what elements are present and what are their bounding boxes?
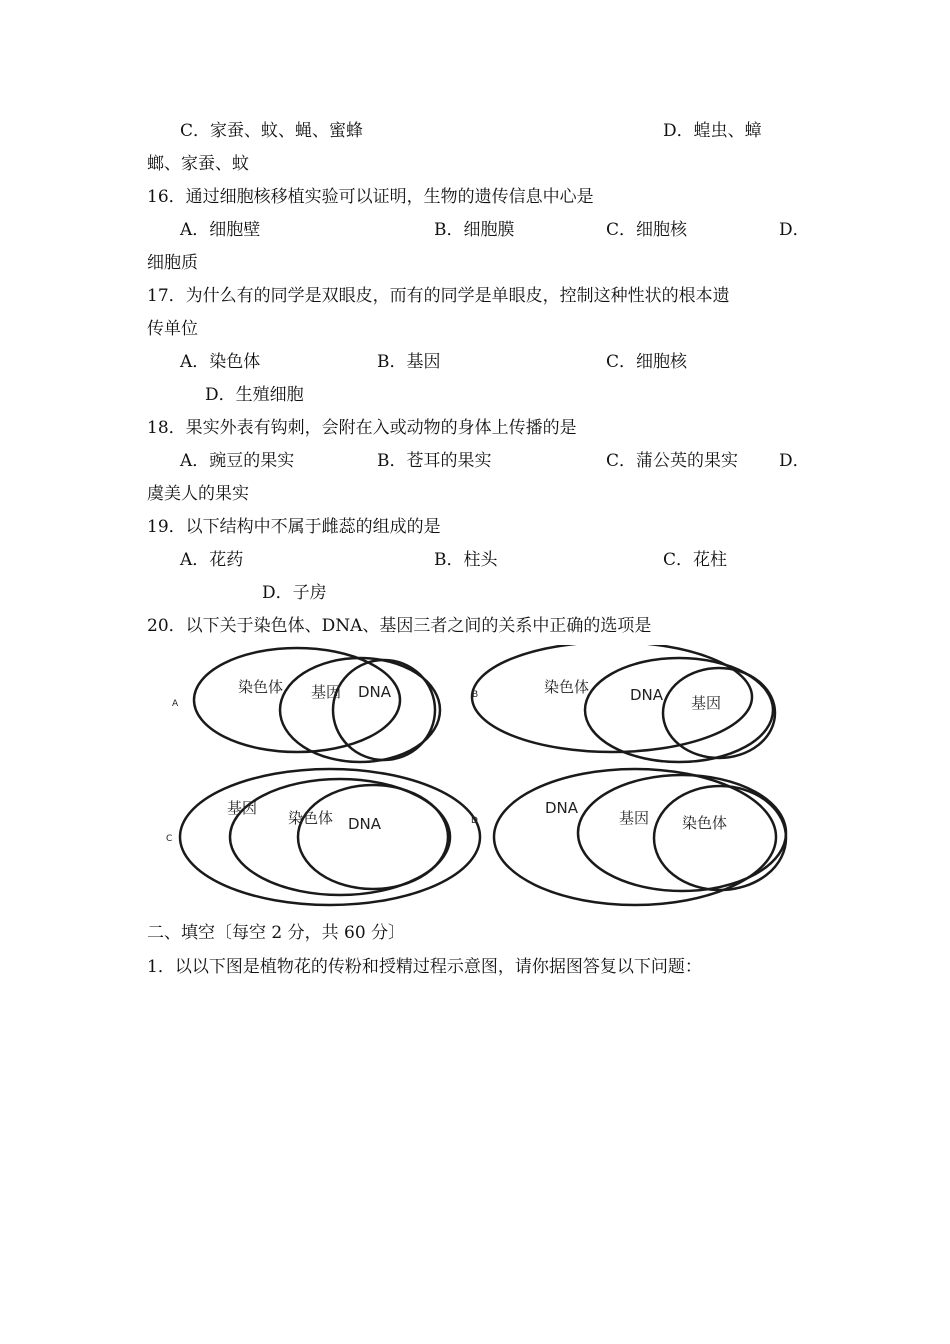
venn-d-outer-label: DNA (545, 799, 579, 817)
venn-c-middle-ellipse (230, 779, 450, 895)
venn-a-middle-label: 基因 (311, 683, 342, 701)
venn-c-outer-label: 基因 (227, 799, 258, 817)
q16-stem: 16．通过细胞核移植实验可以证明，生物的遗传信息中心是 (147, 187, 594, 207)
venn-d-inner-label: 染色体 (682, 814, 728, 832)
venn-c-inner-label: DNA (348, 815, 382, 833)
q18-option-d: D． (779, 451, 810, 471)
q20-venn-diagram (160, 645, 790, 910)
venn-d-middle-label: 基因 (619, 809, 650, 827)
section2-q1: 1．以以下图是植物花的传粉和授精过程示意图，请你据图答复以下问题： (147, 957, 702, 977)
q16-option-b: B．细胞膜 (434, 220, 515, 240)
q15-option-d: D．蝗虫、蟑 (663, 121, 762, 141)
q18-stem: 18．果实外表有钩刺，会附在入或动物的身体上传播的是 (147, 418, 577, 438)
venn-b-inner-ellipse (663, 668, 775, 758)
venn-c-outer-ellipse (180, 769, 480, 905)
q18-option-d-wrap: 虞美人的果实 (147, 484, 249, 504)
q18-option-c: C．蒲公英的果实 (606, 451, 739, 471)
q18-option-b: B．苍耳的果实 (377, 451, 492, 471)
q17-option-a: A．染色体 (180, 352, 261, 372)
venn-b-inner-label: 基因 (691, 694, 722, 712)
q17-stem-line1: 17．为什么有的同学是双眼皮，而有的同学是单眼皮，控制这种性状的根本遗 (147, 286, 730, 306)
q17-option-b: B．基因 (377, 352, 441, 372)
venn-a-letter: A (172, 699, 179, 709)
section2-heading: 二、填空〔每空 2 分，共 60 分〕 (147, 923, 406, 943)
q20-stem: 20．以下关于染色体、DNA、基因三者之间的关系中正确的选项是 (147, 616, 652, 636)
venn-a-outer-label: 染色体 (238, 678, 284, 696)
q16-option-a: A．细胞壁 (180, 220, 261, 240)
q16-option-d: D． (779, 220, 810, 240)
q19-option-a: A．花药 (180, 550, 244, 570)
venn-c-letter: C (166, 834, 173, 844)
venn-c-inner-ellipse (298, 785, 448, 889)
q15-option-d-wrap: 螂、家蚕、蚊 (147, 154, 249, 174)
venn-b-letter: B (472, 690, 479, 700)
q17-option-d: D．生殖细胞 (205, 385, 304, 405)
venn-a-inner-ellipse (333, 660, 435, 760)
q19-option-c: C．花柱 (663, 550, 728, 570)
q17-option-c: C．细胞核 (606, 352, 688, 372)
venn-a-inner-label: DNA (358, 683, 392, 701)
venn-c-middle-label: 染色体 (288, 809, 334, 827)
venn-b-middle-label: DNA (630, 686, 664, 704)
venn-a-middle-ellipse (280, 658, 440, 762)
venn-d-letter: D (471, 816, 478, 826)
q15-option-c: C．家蚕、蚊、蝇、蜜蜂 (180, 121, 364, 141)
q17-stem-line2: 传单位 (147, 319, 198, 339)
q19-option-d: D．子房 (262, 583, 327, 603)
q16-option-d-wrap: 细胞质 (147, 253, 198, 273)
q16-option-c: C．细胞核 (606, 220, 688, 240)
q19-stem: 19．以下结构中不属于雌蕊的组成的是 (147, 517, 441, 537)
venn-d-inner-ellipse (654, 786, 786, 890)
q18-option-a: A．豌豆的果实 (180, 451, 295, 471)
q19-option-b: B．柱头 (434, 550, 498, 570)
venn-b-outer-label: 染色体 (544, 678, 590, 696)
